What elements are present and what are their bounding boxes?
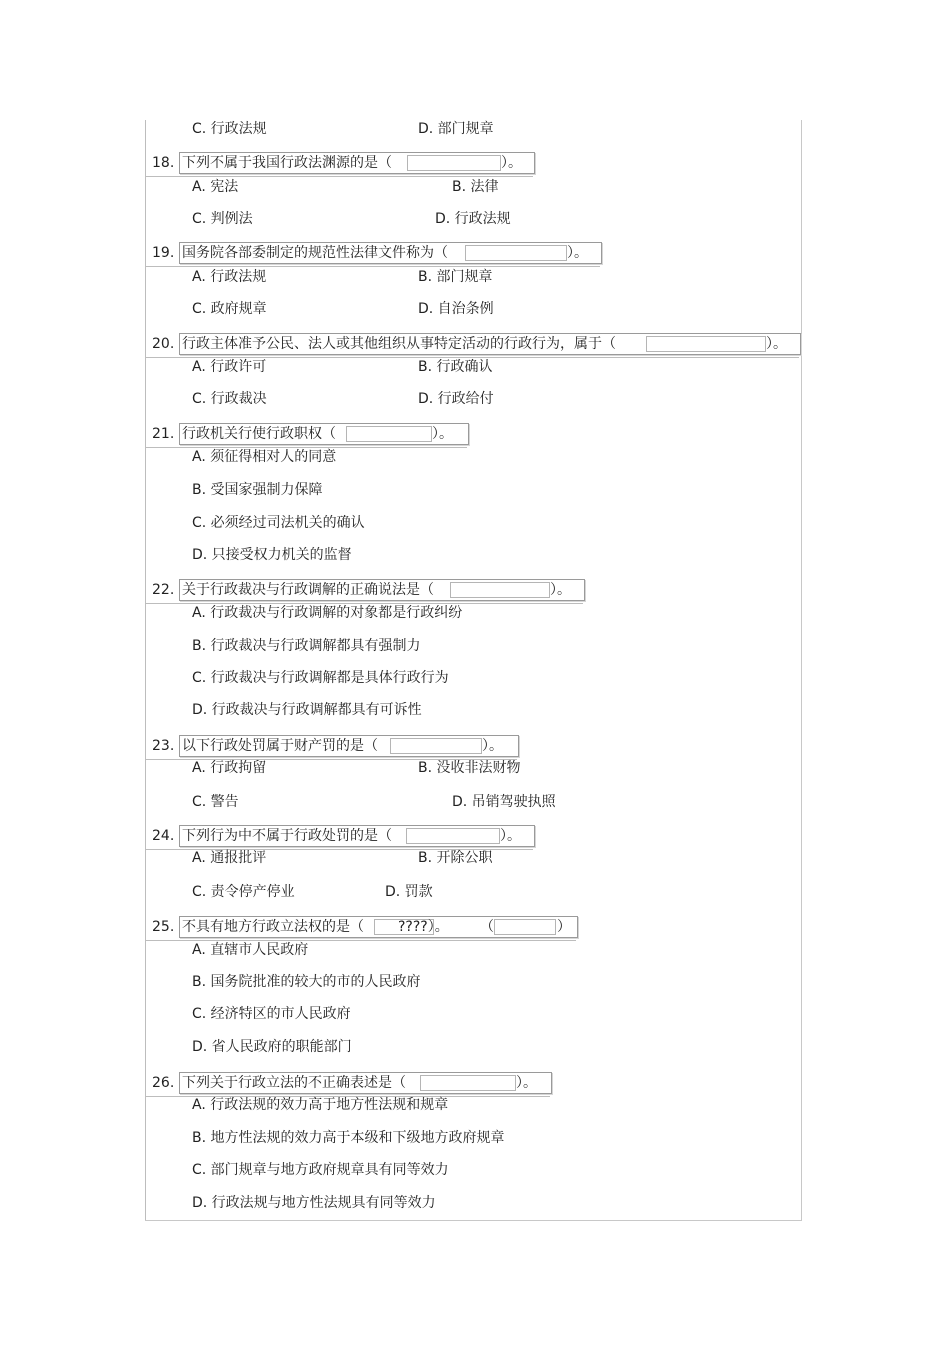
question-stem: 行政主体准予公民、法人或其他组织从事特定活动的行政行为，属于（	[182, 336, 616, 352]
option-a: A. 宪法	[192, 179, 239, 195]
frame-left-border	[145, 120, 146, 1220]
option-a: A. 行政法规的效力高于地方性法规和规章	[192, 1097, 449, 1113]
question-stem: 不具有地方行政立法权的是（	[182, 919, 364, 935]
question-number: 24.	[152, 828, 175, 844]
option-a: A. 行政拘留	[192, 760, 267, 776]
question-number: 23.	[152, 738, 175, 754]
option-b: B. 地方性法规的效力高于本级和下级地方政府规章	[192, 1130, 505, 1146]
question-close: ）。	[500, 828, 521, 844]
question-stem: 下列不属于我国行政法渊源的是（	[182, 155, 392, 171]
question-number: 22.	[152, 582, 175, 598]
option-c: C. 必须经过司法机关的确认	[192, 515, 365, 531]
option-c: C. 行政裁决	[192, 391, 267, 407]
answer-blank[interactable]	[390, 738, 482, 754]
option-d: D. 行政裁决与行政调解都具有可诉性	[192, 702, 422, 718]
answer-blank[interactable]	[450, 582, 550, 598]
question-paren-open: （	[480, 919, 494, 935]
question-close: ）。	[567, 245, 588, 261]
question-close: ）。	[550, 582, 571, 598]
option-c: C. 部门规章与地方政府规章具有同等效力	[192, 1162, 449, 1178]
option-d-prev: D. 部门规章	[418, 121, 494, 137]
option-c: C. 政府规章	[192, 301, 267, 317]
frame-bottom-border	[145, 1220, 802, 1221]
question-close: ）。	[432, 426, 453, 442]
question-close: ）	[557, 919, 571, 935]
answer-blank[interactable]	[406, 828, 500, 844]
option-b: B. 法律	[452, 179, 499, 195]
option-b: B. 开除公职	[418, 850, 493, 866]
question-close: ）。	[501, 155, 522, 171]
question-number: 18.	[152, 155, 175, 171]
question-number: 19.	[152, 245, 175, 261]
question-stem: 关于行政裁决与行政调解的正确说法是（	[182, 582, 434, 598]
answer-blank[interactable]	[407, 155, 501, 171]
question-stem: 下列行为中不属于行政处罚的是（	[182, 828, 392, 844]
option-c: C. 行政裁决与行政调解都是具体行政行为	[192, 670, 449, 686]
option-d: D. 行政给付	[418, 391, 494, 407]
option-b: B. 没收非法财物	[418, 760, 521, 776]
option-d: D. 行政法规与地方性法规具有同等效力	[192, 1195, 436, 1211]
question-stem: 以下行政处罚属于财产罚的是（	[182, 738, 378, 754]
option-a: A. 行政裁决与行政调解的对象都是行政纠纷	[192, 605, 463, 621]
answer-blank[interactable]	[420, 1075, 516, 1091]
option-d: D. 只接受权力机关的监督	[192, 547, 352, 563]
question-close: ）。	[766, 336, 787, 352]
answer-blank[interactable]	[646, 336, 766, 352]
answer-blank[interactable]	[346, 426, 432, 442]
question-stem: 行政机关行使行政职权（	[182, 426, 336, 442]
option-d: D. 省人民政府的职能部门	[192, 1039, 352, 1055]
answer-blank-2[interactable]	[494, 919, 556, 935]
option-a: A. 直辖市人民政府	[192, 942, 309, 958]
question-number: 21.	[152, 426, 175, 442]
option-c: C. 责令停产停业	[192, 884, 295, 900]
option-b: B. 部门规章	[418, 269, 493, 285]
option-a: A. 行政许可	[192, 359, 267, 375]
option-b: B. 行政确认	[418, 359, 493, 375]
question-stem: 下列关于行政立法的不正确表述是（	[182, 1075, 406, 1091]
option-d: D. 自治条例	[418, 301, 494, 317]
option-a: A. 通报批评	[192, 850, 267, 866]
question-stem: 国务院各部委制定的规范性法律文件称为（	[182, 245, 448, 261]
question-underline	[146, 176, 533, 177]
question-number: 20.	[152, 336, 175, 352]
option-d: D. 罚款	[385, 884, 433, 900]
option-b: B. 受国家强制力保障	[192, 482, 323, 498]
question-number: 26.	[152, 1075, 175, 1091]
question-underline	[146, 266, 600, 267]
option-b: B. 国务院批准的较大的市的人民政府	[192, 974, 421, 990]
frame-right-border	[801, 120, 802, 1220]
question-close: ）。	[482, 738, 503, 754]
question-mid: ????）。	[398, 919, 449, 935]
option-b: B. 行政裁决与行政调解都具有强制力	[192, 638, 421, 654]
option-c: C. 经济特区的市人民政府	[192, 1006, 351, 1022]
option-d: D. 吊销驾驶执照	[452, 794, 556, 810]
answer-blank[interactable]	[465, 245, 567, 261]
option-a: A. 行政法规	[192, 269, 267, 285]
option-c: C. 判例法	[192, 211, 253, 227]
option-d: D. 行政法规	[435, 211, 511, 227]
question-number: 25.	[152, 919, 175, 935]
option-c-prev: C. 行政法规	[192, 121, 267, 137]
option-c: C. 警告	[192, 794, 239, 810]
question-close: ）。	[516, 1075, 537, 1091]
option-a: A. 须征得相对人的同意	[192, 449, 337, 465]
